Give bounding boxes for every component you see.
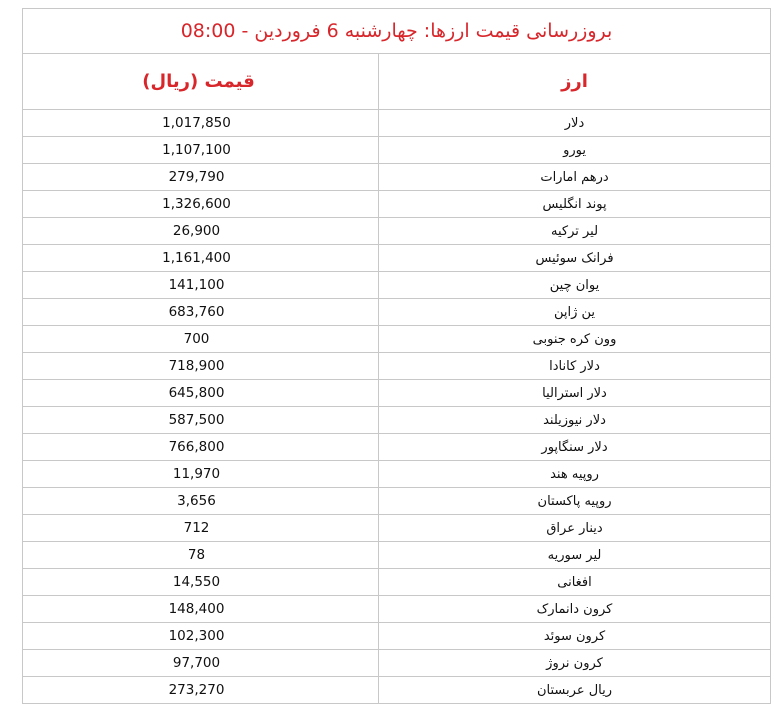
currency-price: 26,900 bbox=[172, 223, 221, 239]
currency-price-cell bbox=[23, 110, 379, 137]
table-title: بروزرسانی قیمت ارزها: چهارشنبه 6 فروردین - 08:00 bbox=[23, 9, 771, 54]
currency-price-cell bbox=[23, 191, 379, 218]
currency-price-cell bbox=[23, 164, 379, 191]
currency-price-cell bbox=[23, 272, 379, 299]
currency-rates-table bbox=[22, 8, 771, 704]
table-row bbox=[23, 353, 771, 380]
currency-name: درهم امارات bbox=[379, 164, 771, 191]
currency-price: 645,800 bbox=[168, 385, 225, 401]
currency-price-cell bbox=[23, 218, 379, 245]
header-currency: ارز bbox=[379, 54, 771, 110]
currency-price: 102,300 bbox=[168, 628, 225, 644]
currency-name: لیر سوریه bbox=[379, 542, 771, 569]
currency-name: دلار کانادا bbox=[379, 353, 771, 380]
currency-name: دلار استرالیا bbox=[379, 380, 771, 407]
currency-price-cell bbox=[23, 623, 379, 650]
currency-price-cell bbox=[23, 137, 379, 164]
table-title-row bbox=[23, 9, 771, 54]
currency-price-cell bbox=[23, 434, 379, 461]
currency-name: کرون دانمارک bbox=[379, 596, 771, 623]
currency-name: ریال عربستان bbox=[379, 677, 771, 704]
currency-price: 14,550 bbox=[172, 574, 221, 590]
currency-price-cell bbox=[23, 299, 379, 326]
table-row bbox=[23, 326, 771, 353]
currency-price-cell bbox=[23, 542, 379, 569]
header-price-label: قیمت (ریال) bbox=[142, 71, 255, 92]
table-row bbox=[23, 110, 771, 137]
table-row bbox=[23, 245, 771, 272]
currency-name: لیر ترکیه bbox=[379, 218, 771, 245]
currency-name: کرون نروژ bbox=[379, 650, 771, 677]
table-row bbox=[23, 488, 771, 515]
currency-price: 1,161,400 bbox=[162, 250, 231, 266]
table-row bbox=[23, 380, 771, 407]
currency-price-cell bbox=[23, 569, 379, 596]
currency-price-cell bbox=[23, 326, 379, 353]
currency-price: 1,107,100 bbox=[162, 142, 231, 158]
currency-price: 279,790 bbox=[168, 169, 225, 185]
currency-price: 712 bbox=[183, 520, 210, 536]
currency-name: پوند انگلیس bbox=[379, 191, 771, 218]
currency-price: 273,270 bbox=[168, 682, 225, 698]
table-row bbox=[23, 434, 771, 461]
currency-price-cell bbox=[23, 407, 379, 434]
currency-price-cell bbox=[23, 650, 379, 677]
currency-price-cell bbox=[23, 353, 379, 380]
currency-price-cell bbox=[23, 380, 379, 407]
currency-price: 1,017,850 bbox=[162, 115, 231, 131]
currency-name: یوان چین bbox=[379, 272, 771, 299]
table-header-row bbox=[23, 54, 771, 110]
currency-price: 148,400 bbox=[168, 601, 225, 617]
currency-price: 683,760 bbox=[168, 304, 225, 320]
currency-name: دلار نیوزیلند bbox=[379, 407, 771, 434]
currency-price: 97,700 bbox=[172, 655, 221, 671]
table-row bbox=[23, 596, 771, 623]
currency-price-cell bbox=[23, 677, 379, 704]
currency-price: 11,970 bbox=[172, 466, 221, 482]
currency-price: 587,500 bbox=[168, 412, 225, 428]
table-row bbox=[23, 461, 771, 488]
table-row bbox=[23, 164, 771, 191]
table-row bbox=[23, 191, 771, 218]
currency-name: وون کره جنوبی bbox=[379, 326, 771, 353]
table-row bbox=[23, 299, 771, 326]
header-price bbox=[23, 54, 379, 110]
currency-price: 3,656 bbox=[177, 493, 216, 509]
currency-rates-container bbox=[22, 8, 770, 704]
currency-name: روپیه هند bbox=[379, 461, 771, 488]
currency-name: دینار عراق bbox=[379, 515, 771, 542]
table-row bbox=[23, 407, 771, 434]
currency-price-cell bbox=[23, 461, 379, 488]
table-row bbox=[23, 272, 771, 299]
currency-price: 766,800 bbox=[168, 439, 225, 455]
currency-price: 700 bbox=[183, 331, 210, 347]
table-row bbox=[23, 218, 771, 245]
table-row bbox=[23, 515, 771, 542]
currency-name: روپیه پاکستان bbox=[379, 488, 771, 515]
currency-price-cell bbox=[23, 488, 379, 515]
currency-name: یورو bbox=[379, 137, 771, 164]
currency-price: 141,100 bbox=[168, 277, 225, 293]
currency-name: فرانک سوئیس bbox=[379, 245, 771, 272]
currency-name: ین ژاپن bbox=[379, 299, 771, 326]
currency-price: 78 bbox=[187, 547, 206, 563]
table-row bbox=[23, 569, 771, 596]
table-row bbox=[23, 677, 771, 704]
currency-name: دلار سنگاپور bbox=[379, 434, 771, 461]
currency-name: افغانی bbox=[379, 569, 771, 596]
table-row bbox=[23, 623, 771, 650]
table-row bbox=[23, 650, 771, 677]
currency-price: 718,900 bbox=[168, 358, 225, 374]
table-row bbox=[23, 542, 771, 569]
currency-price-cell bbox=[23, 596, 379, 623]
currency-price-cell bbox=[23, 515, 379, 542]
table-row bbox=[23, 137, 771, 164]
currency-price: 1,326,600 bbox=[162, 196, 231, 212]
currency-name: کرون سوئد bbox=[379, 623, 771, 650]
currency-price-cell bbox=[23, 245, 379, 272]
currency-name: دلار bbox=[379, 110, 771, 137]
